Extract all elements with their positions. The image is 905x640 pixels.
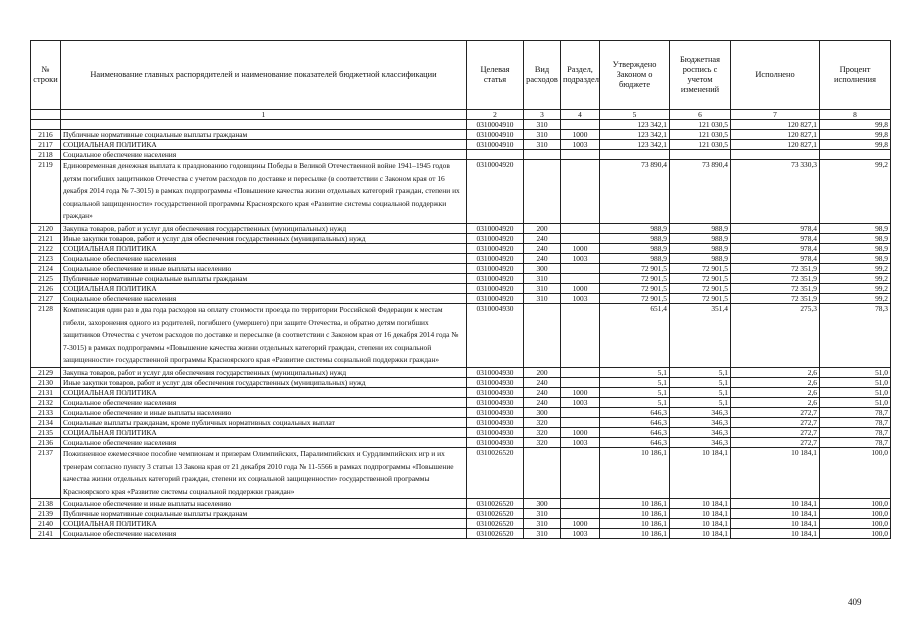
budget-list-cell: 10 184,1 <box>670 509 731 519</box>
budget-list-cell <box>670 150 731 160</box>
budget-list-cell: 10 184,1 <box>670 499 731 509</box>
table-row <box>31 447 891 498</box>
column-number: 1 <box>61 110 467 120</box>
percent-cell: 99,2 <box>820 293 891 303</box>
row-name-cell: Социальное обеспечение и иные выплаты населению <box>61 263 467 273</box>
target-article-cell: 0310004930 <box>467 377 524 387</box>
table-row <box>31 160 891 224</box>
table-row <box>31 519 891 529</box>
expense-kind-cell: 240 <box>524 243 561 253</box>
target-article-cell: 0310026520 <box>467 529 524 539</box>
budget-list-cell: 5,1 <box>670 367 731 377</box>
table-row <box>31 387 891 397</box>
row-number-cell: 2139 <box>31 509 61 519</box>
row-number-cell: 2140 <box>31 519 61 529</box>
percent-cell: 100,0 <box>820 509 891 519</box>
row-name-cell: Социальное обеспечение населения <box>61 253 467 263</box>
header-row <box>31 41 891 110</box>
row-name-cell: Закупка товаров, работ и услуг для обеспечения государственных (муниципальных) нужд <box>61 367 467 377</box>
column-number <box>31 110 61 120</box>
row-number-cell: 2129 <box>31 367 61 377</box>
expense-kind-cell: 310 <box>524 140 561 150</box>
approved-cell: 72 901,5 <box>600 293 670 303</box>
row-name-cell: СОЦИАЛЬНАЯ ПОЛИТИКА <box>61 387 467 397</box>
percent-cell: 51,0 <box>820 397 891 407</box>
section-cell: 1000 <box>561 243 600 253</box>
executed-cell: 10 184,1 <box>731 499 820 509</box>
row-number-cell: 2136 <box>31 437 61 447</box>
row-number-cell: 2126 <box>31 283 61 293</box>
expense-kind-cell: 240 <box>524 387 561 397</box>
table-row <box>31 223 891 233</box>
column-number: 6 <box>670 110 731 120</box>
approved-cell <box>600 150 670 160</box>
budget-list-cell: 121 030,5 <box>670 120 731 130</box>
percent-cell: 100,0 <box>820 447 891 498</box>
percent-cell: 99,8 <box>820 120 891 130</box>
approved-cell: 646,3 <box>600 407 670 417</box>
executed-cell: 2,6 <box>731 367 820 377</box>
expense-kind-cell: 310 <box>524 130 561 140</box>
column-number: 7 <box>731 110 820 120</box>
approved-cell: 5,1 <box>600 387 670 397</box>
expense-kind-cell <box>524 150 561 160</box>
approved-cell: 123 342,1 <box>600 120 670 130</box>
section-cell: 1003 <box>561 529 600 539</box>
expense-kind-cell: 200 <box>524 367 561 377</box>
budget-list-cell: 346,3 <box>670 407 731 417</box>
approved-cell: 988,9 <box>600 223 670 233</box>
column-number-row <box>31 110 891 120</box>
table-row <box>31 303 891 367</box>
budget-list-cell: 10 184,1 <box>670 447 731 498</box>
document-page <box>30 40 890 539</box>
percent-cell: 100,0 <box>820 499 891 509</box>
executed-cell <box>731 150 820 160</box>
section-cell <box>561 417 600 427</box>
budget-list-cell: 72 901,5 <box>670 283 731 293</box>
column-number: 3 <box>524 110 561 120</box>
budget-list-cell: 351,4 <box>670 303 731 367</box>
executed-cell: 72 351,9 <box>731 273 820 283</box>
row-number-cell: 2122 <box>31 243 61 253</box>
target-article-cell: 0310004920 <box>467 223 524 233</box>
table-row <box>31 293 891 303</box>
percent-cell: 99,8 <box>820 140 891 150</box>
expense-kind-cell: 320 <box>524 437 561 447</box>
percent-cell: 78,7 <box>820 437 891 447</box>
row-name-cell: Социальное обеспечение населения <box>61 397 467 407</box>
target-article-cell: 0310004910 <box>467 120 524 130</box>
section-cell <box>561 150 600 160</box>
table-row <box>31 283 891 293</box>
table-row <box>31 140 891 150</box>
executed-cell: 10 184,1 <box>731 529 820 539</box>
row-name-cell: Социальные выплаты гражданам, кроме публичных нормативных социальных выплат <box>61 417 467 427</box>
row-name-cell: Единовременная денежная выплата к празднованию годовщины Победы в Великой Отечественной войне 1941–1945 годов детям погибших защитников Отечества с учетом расходов по доставке и пересылке (в соответствии с Законом края от 16 декабря 2014 года № 7-3015) в рамках подпрограммы «Повышение качества жизни отдельных категорий граждан, степени их социальной защищенности» государственной программы Красноярского края «Развитие системы социальной поддержки граждан» <box>61 160 467 224</box>
table-row <box>31 120 891 130</box>
section-cell <box>561 509 600 519</box>
row-number-cell: 2138 <box>31 499 61 509</box>
budget-list-cell: 988,9 <box>670 233 731 243</box>
executed-cell: 272,7 <box>731 437 820 447</box>
row-name-cell: Социальное обеспечение населения <box>61 150 467 160</box>
approved-cell: 10 186,1 <box>600 499 670 509</box>
expense-kind-cell: 300 <box>524 407 561 417</box>
target-article-cell: 0310026520 <box>467 509 524 519</box>
budget-list-cell: 10 184,1 <box>670 519 731 529</box>
executed-cell: 72 351,9 <box>731 283 820 293</box>
expense-kind-cell: 310 <box>524 509 561 519</box>
executed-cell: 272,7 <box>731 407 820 417</box>
budget-list-cell: 346,3 <box>670 437 731 447</box>
executed-cell: 2,6 <box>731 397 820 407</box>
target-article-cell: 0310004920 <box>467 233 524 243</box>
table-row <box>31 263 891 273</box>
executed-cell: 978,4 <box>731 243 820 253</box>
budget-list-cell: 988,9 <box>670 243 731 253</box>
percent-cell: 98,9 <box>820 223 891 233</box>
expense-kind-cell: 310 <box>524 283 561 293</box>
table-row <box>31 397 891 407</box>
page-number: 409 <box>848 597 862 607</box>
section-cell: 1003 <box>561 397 600 407</box>
section-cell <box>561 499 600 509</box>
row-name-cell: СОЦИАЛЬНАЯ ПОЛИТИКА <box>61 519 467 529</box>
expense-kind-cell: 310 <box>524 519 561 529</box>
section-cell: 1000 <box>561 283 600 293</box>
row-number-cell: 2132 <box>31 397 61 407</box>
approved-cell: 988,9 <box>600 233 670 243</box>
header-section: Раздел, подраздел <box>561 41 600 110</box>
executed-cell: 73 330,3 <box>731 160 820 224</box>
executed-cell: 2,6 <box>731 377 820 387</box>
budget-list-cell: 346,3 <box>670 417 731 427</box>
target-article-cell: 0310004930 <box>467 437 524 447</box>
row-number-cell: 2141 <box>31 529 61 539</box>
approved-cell: 5,1 <box>600 377 670 387</box>
budget-list-cell: 72 901,5 <box>670 273 731 283</box>
expense-kind-cell: 310 <box>524 120 561 130</box>
header-expense-kind: Вид расходов <box>524 41 561 110</box>
expense-kind-cell: 240 <box>524 253 561 263</box>
budget-list-cell: 988,9 <box>670 253 731 263</box>
target-article-cell <box>467 150 524 160</box>
row-name-cell: Социальное обеспечение населения <box>61 529 467 539</box>
expense-kind-cell: 240 <box>524 377 561 387</box>
header-name: Наименование главных распорядителей и наименование показателей бюджетной классификации <box>61 41 467 110</box>
target-article-cell: 0310004930 <box>467 303 524 367</box>
percent-cell: 78,7 <box>820 427 891 437</box>
executed-cell: 120 827,1 <box>731 130 820 140</box>
row-number-cell: 2123 <box>31 253 61 263</box>
approved-cell: 5,1 <box>600 397 670 407</box>
percent-cell: 99,2 <box>820 263 891 273</box>
table-row <box>31 150 891 160</box>
expense-kind-cell: 200 <box>524 223 561 233</box>
percent-cell: 51,0 <box>820 367 891 377</box>
approved-cell: 5,1 <box>600 367 670 377</box>
executed-cell: 275,3 <box>731 303 820 367</box>
target-article-cell: 0310004920 <box>467 160 524 224</box>
section-cell: 1000 <box>561 387 600 397</box>
budget-list-cell: 72 901,5 <box>670 263 731 273</box>
percent-cell: 98,9 <box>820 253 891 263</box>
target-article-cell: 0310004920 <box>467 243 524 253</box>
section-cell <box>561 447 600 498</box>
row-number-cell: 2128 <box>31 303 61 367</box>
table-row <box>31 243 891 253</box>
row-number-cell: 2130 <box>31 377 61 387</box>
executed-cell: 978,4 <box>731 253 820 263</box>
row-name-cell: СОЦИАЛЬНАЯ ПОЛИТИКА <box>61 243 467 253</box>
budget-list-cell: 10 184,1 <box>670 529 731 539</box>
column-number: 2 <box>467 110 524 120</box>
percent-cell: 98,9 <box>820 243 891 253</box>
section-cell <box>561 223 600 233</box>
row-name-cell: СОЦИАЛЬНАЯ ПОЛИТИКА <box>61 283 467 293</box>
section-cell <box>561 160 600 224</box>
approved-cell: 988,9 <box>600 253 670 263</box>
approved-cell: 73 890,4 <box>600 160 670 224</box>
budget-list-cell: 5,1 <box>670 377 731 387</box>
target-article-cell: 0310026520 <box>467 519 524 529</box>
expense-kind-cell <box>524 447 561 498</box>
header-row-number: № строки <box>31 41 61 110</box>
section-cell: 1000 <box>561 130 600 140</box>
percent-cell: 78,7 <box>820 417 891 427</box>
expense-kind-cell: 240 <box>524 233 561 243</box>
expense-kind-cell: 310 <box>524 529 561 539</box>
section-cell: 1000 <box>561 427 600 437</box>
percent-cell: 78,3 <box>820 303 891 367</box>
target-article-cell: 0310004930 <box>467 387 524 397</box>
executed-cell: 10 184,1 <box>731 519 820 529</box>
row-number-cell: 2135 <box>31 427 61 437</box>
header-executed: Исполнено <box>731 41 820 110</box>
target-article-cell: 0310004920 <box>467 273 524 283</box>
table-row <box>31 427 891 437</box>
expense-kind-cell <box>524 160 561 224</box>
row-number-cell: 2118 <box>31 150 61 160</box>
executed-cell: 10 184,1 <box>731 509 820 519</box>
target-article-cell: 0310004930 <box>467 367 524 377</box>
target-article-cell: 0310004910 <box>467 130 524 140</box>
percent-cell: 99,2 <box>820 283 891 293</box>
row-number-cell: 2127 <box>31 293 61 303</box>
row-number-cell: 2137 <box>31 447 61 498</box>
row-name-cell: СОЦИАЛЬНАЯ ПОЛИТИКА <box>61 140 467 150</box>
row-name-cell: Публичные нормативные социальные выплаты гражданам <box>61 130 467 140</box>
executed-cell: 978,4 <box>731 223 820 233</box>
row-name-cell: Публичные нормативные социальные выплаты гражданам <box>61 509 467 519</box>
percent-cell: 99,2 <box>820 273 891 283</box>
row-number-cell: 2117 <box>31 140 61 150</box>
table-row <box>31 499 891 509</box>
row-number-cell: 2116 <box>31 130 61 140</box>
section-cell: 1003 <box>561 253 600 263</box>
row-number-cell: 2121 <box>31 233 61 243</box>
row-name-cell: Иные закупки товаров, работ и услуг для обеспечения государственных (муниципальных) нужд <box>61 377 467 387</box>
row-name-cell: Иные закупки товаров, работ и услуг для обеспечения государственных (муниципальных) нужд <box>61 233 467 243</box>
header-budget-list: Бюджетная роспись с учетом изменений <box>670 41 731 110</box>
expense-kind-cell: 310 <box>524 273 561 283</box>
table-row <box>31 130 891 140</box>
header-percent: Процент исполнения <box>820 41 891 110</box>
table-row <box>31 417 891 427</box>
section-cell <box>561 303 600 367</box>
target-article-cell: 0310004930 <box>467 407 524 417</box>
table-row <box>31 367 891 377</box>
percent-cell: 78,7 <box>820 407 891 417</box>
approved-cell: 646,3 <box>600 427 670 437</box>
section-cell: 1003 <box>561 293 600 303</box>
row-number-cell: 2120 <box>31 223 61 233</box>
section-cell <box>561 377 600 387</box>
expense-kind-cell: 320 <box>524 427 561 437</box>
section-cell: 1003 <box>561 140 600 150</box>
percent-cell: 51,0 <box>820 387 891 397</box>
approved-cell: 988,9 <box>600 243 670 253</box>
target-article-cell: 0310026520 <box>467 499 524 509</box>
budget-list-cell: 72 901,5 <box>670 293 731 303</box>
percent-cell: 99,2 <box>820 160 891 224</box>
section-cell: 1000 <box>561 519 600 529</box>
target-article-cell: 0310004930 <box>467 427 524 437</box>
column-number: 5 <box>600 110 670 120</box>
approved-cell: 10 186,1 <box>600 509 670 519</box>
row-name-cell: Социальное обеспечение населения <box>61 437 467 447</box>
section-cell: 1003 <box>561 437 600 447</box>
expense-kind-cell: 310 <box>524 293 561 303</box>
executed-cell: 120 827,1 <box>731 120 820 130</box>
row-number-cell: 2134 <box>31 417 61 427</box>
row-number-cell: 2133 <box>31 407 61 417</box>
percent-cell <box>820 150 891 160</box>
section-cell <box>561 263 600 273</box>
row-name-cell <box>61 120 467 130</box>
approved-cell: 10 186,1 <box>600 447 670 498</box>
approved-cell: 72 901,5 <box>600 273 670 283</box>
approved-cell: 10 186,1 <box>600 519 670 529</box>
column-number: 4 <box>561 110 600 120</box>
percent-cell: 100,0 <box>820 529 891 539</box>
table-row <box>31 509 891 519</box>
executed-cell: 72 351,9 <box>731 263 820 273</box>
row-name-cell: Социальное обеспечение и иные выплаты населению <box>61 407 467 417</box>
table-row <box>31 377 891 387</box>
table-row <box>31 407 891 417</box>
percent-cell: 99,8 <box>820 130 891 140</box>
executed-cell: 2,6 <box>731 387 820 397</box>
row-name-cell: Публичные нормативные социальные выплаты гражданам <box>61 273 467 283</box>
approved-cell: 123 342,1 <box>600 130 670 140</box>
row-number-cell: 2125 <box>31 273 61 283</box>
header-target-article: Целевая статья <box>467 41 524 110</box>
target-article-cell: 0310004930 <box>467 397 524 407</box>
header-approved: Утверждено Законом о бюджете <box>600 41 670 110</box>
target-article-cell: 0310004920 <box>467 283 524 293</box>
executed-cell: 120 827,1 <box>731 140 820 150</box>
table-body <box>31 120 891 539</box>
section-cell <box>561 367 600 377</box>
budget-list-cell: 121 030,5 <box>670 140 731 150</box>
column-number: 8 <box>820 110 891 120</box>
row-name-cell: Социальное обеспечение и иные выплаты населению <box>61 499 467 509</box>
budget-list-cell: 121 030,5 <box>670 130 731 140</box>
executed-cell: 978,4 <box>731 233 820 243</box>
budget-list-cell: 988,9 <box>670 223 731 233</box>
budget-list-cell: 5,1 <box>670 387 731 397</box>
row-number-cell: 2124 <box>31 263 61 273</box>
percent-cell: 100,0 <box>820 519 891 529</box>
table-row <box>31 233 891 243</box>
section-cell <box>561 233 600 243</box>
row-name-cell: Пожизненное ежемесячное пособие чемпионам и призерам Олимпийских, Паралимпийских и Сурдлимпийских игр и их тренерам согласно пункту 3 статьи 13 Закона края от 21 декабря 2010 года № 11-5566 в рамках подпрограммы «Повышение качества жизни отдельных категорий граждан, степени их социальной защищенности» государственной программы Красноярского края «Развитие системы социальной поддержки граждан» <box>61 447 467 498</box>
percent-cell: 51,0 <box>820 377 891 387</box>
approved-cell: 72 901,5 <box>600 283 670 293</box>
table-row <box>31 437 891 447</box>
target-article-cell: 0310004920 <box>467 253 524 263</box>
row-name-cell: Социальное обеспечение населения <box>61 293 467 303</box>
budget-list-cell: 346,3 <box>670 427 731 437</box>
executed-cell: 272,7 <box>731 427 820 437</box>
section-cell <box>561 273 600 283</box>
target-article-cell: 0310004930 <box>467 417 524 427</box>
budget-list-cell: 5,1 <box>670 397 731 407</box>
approved-cell: 646,3 <box>600 417 670 427</box>
approved-cell: 123 342,1 <box>600 140 670 150</box>
table-row <box>31 253 891 263</box>
executed-cell: 272,7 <box>731 417 820 427</box>
expense-kind-cell: 300 <box>524 263 561 273</box>
row-name-cell: Закупка товаров, работ и услуг для обеспечения государственных (муниципальных) нужд <box>61 223 467 233</box>
approved-cell: 651,4 <box>600 303 670 367</box>
target-article-cell: 0310004910 <box>467 140 524 150</box>
target-article-cell: 0310004920 <box>467 293 524 303</box>
row-name-cell: Компенсация один раз в два года расходов на оплату стоимости проезда по территории Российской Федерации к местам гибели, захоронения одного из родителей, погибшего (умершего) при защите Отечества, и обратно детям погибших защитников Отечества с учетом расходов по доставке и пересылке (в соответствии с Законом края от 16 декабря 2014 года № 7-3015) в рамках подпрограммы «Повышение качества жизни отдельных категорий граждан, степени их социальной защищенности» государственной программы Красноярского края «Развитие системы социальной поддержки граждан» <box>61 303 467 367</box>
expense-kind-cell: 300 <box>524 499 561 509</box>
approved-cell: 10 186,1 <box>600 529 670 539</box>
section-cell <box>561 407 600 417</box>
budget-table <box>30 40 891 539</box>
table-row <box>31 529 891 539</box>
executed-cell: 72 351,9 <box>731 293 820 303</box>
table-row <box>31 273 891 283</box>
row-name-cell: СОЦИАЛЬНАЯ ПОЛИТИКА <box>61 427 467 437</box>
expense-kind-cell <box>524 303 561 367</box>
target-article-cell: 0310026520 <box>467 447 524 498</box>
expense-kind-cell: 240 <box>524 397 561 407</box>
percent-cell: 98,9 <box>820 233 891 243</box>
approved-cell: 72 901,5 <box>600 263 670 273</box>
expense-kind-cell: 320 <box>524 417 561 427</box>
row-number-cell <box>31 120 61 130</box>
target-article-cell: 0310004920 <box>467 263 524 273</box>
row-number-cell: 2119 <box>31 160 61 224</box>
budget-list-cell: 73 890,4 <box>670 160 731 224</box>
row-number-cell: 2131 <box>31 387 61 397</box>
section-cell <box>561 120 600 130</box>
executed-cell: 10 184,1 <box>731 447 820 498</box>
approved-cell: 646,3 <box>600 437 670 447</box>
